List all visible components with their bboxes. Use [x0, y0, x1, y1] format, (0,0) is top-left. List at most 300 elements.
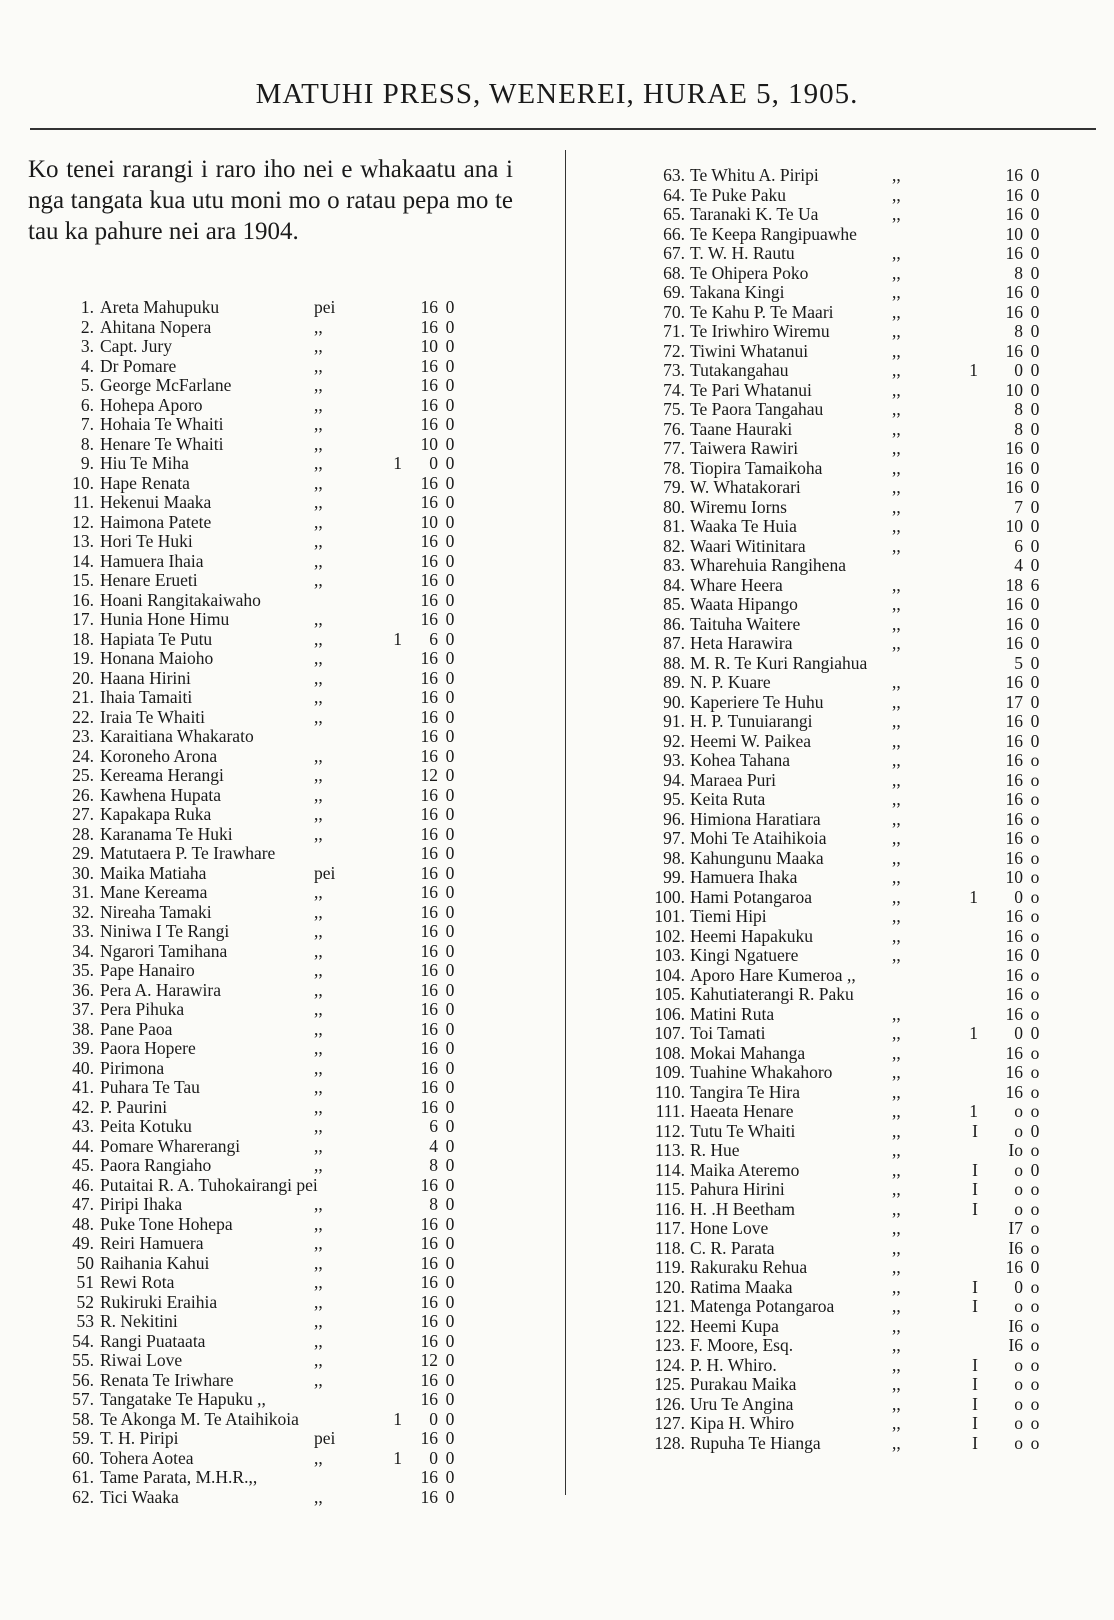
amount-pounds: I — [972, 1179, 978, 1199]
amount-pence: 0 — [1030, 594, 1040, 614]
entry-number: 11. — [72, 492, 94, 512]
list-item — [620, 712, 1070, 732]
list-item — [30, 1117, 490, 1137]
list-item — [30, 766, 490, 786]
amount-pence: 0 — [445, 375, 455, 395]
list-item — [620, 478, 1070, 498]
list-item — [620, 439, 1070, 459]
amount-shillings: 8 — [1014, 262, 1023, 283]
list-item — [620, 225, 1070, 245]
entry-number: 116. — [655, 1198, 685, 1219]
entry-number: 53 — [76, 1311, 94, 1331]
ditto-mark: ,, — [314, 1213, 323, 1234]
amount-pence: o — [1030, 1335, 1040, 1355]
subscriber-name: T. W. H. Rautu — [690, 243, 795, 263]
subscriber-name: Hape Renata — [100, 472, 190, 493]
entry-number: 46. — [72, 1174, 94, 1195]
list-item — [30, 630, 490, 650]
entry-number: 58. — [72, 1408, 94, 1429]
list-item — [30, 922, 490, 942]
amount-pence: o — [1030, 789, 1040, 809]
amount-pence: 0 — [1030, 165, 1040, 185]
amount-shillings: 4 — [429, 1135, 438, 1156]
list-item — [30, 1429, 490, 1449]
ditto-mark: ,, — [892, 1276, 901, 1297]
list-item — [620, 361, 1070, 381]
list-item — [620, 517, 1070, 537]
list-item — [30, 610, 490, 630]
entry-number: 59. — [72, 1428, 94, 1448]
amount-pence: o — [1030, 1276, 1040, 1297]
list-item — [620, 459, 1070, 479]
subscriber-name: Nireaha Tamaki — [100, 901, 212, 922]
subscriber-name: Tutakangahau — [690, 360, 789, 380]
subscriber-name: Hamuera Ihaia — [100, 550, 204, 571]
amount-pence: 0 — [445, 1428, 455, 1448]
ditto-mark: ,, — [892, 1198, 901, 1219]
ditto-mark: ,, — [892, 594, 901, 614]
amount-shillings: 16 — [1005, 906, 1023, 926]
amount-pence: 0 — [1030, 438, 1040, 458]
entry-number: 114. — [655, 1159, 685, 1180]
entry-number: 73. — [663, 360, 685, 380]
entry-number: 52 — [76, 1291, 94, 1312]
amount-pence: 0 — [445, 960, 455, 980]
amount-pence: 0 — [445, 1174, 455, 1195]
amount-pence: o — [1030, 964, 1040, 985]
entry-number: 92. — [663, 730, 685, 751]
subscriber-name: Areta Mahupuku — [100, 297, 220, 317]
ditto-mark: ,, — [314, 1350, 323, 1370]
amount-pence: 0 — [1030, 204, 1040, 224]
ditto-mark: ,, — [314, 355, 323, 376]
list-item — [620, 595, 1070, 615]
entry-number: 69. — [663, 282, 685, 302]
subscriber-name: P. H. Whiro. — [690, 1354, 777, 1375]
amount-shillings: 16 — [420, 940, 438, 961]
subscriber-name: Matini Ruta — [690, 1003, 775, 1024]
subscriber-name: Himiona Haratiara — [690, 808, 821, 829]
ditto-mark: ,, — [892, 1354, 901, 1375]
ditto-mark: ,, — [892, 360, 901, 380]
ditto-mark: ,, — [314, 511, 323, 532]
amount-pence: 0 — [1030, 711, 1040, 731]
amount-pounds: 1 — [969, 1023, 978, 1043]
amount-pence: 0 — [1030, 516, 1040, 536]
amount-shillings: 16 — [420, 1272, 438, 1292]
subscriber-name: Hori Te Huki — [100, 531, 193, 551]
amount-shillings: 8 — [1014, 321, 1023, 341]
amount-pence: 0 — [445, 453, 455, 473]
subscriber-name: Heemi Hapakuku — [690, 925, 813, 946]
page-header: MATUHI PRESS, WENEREI, HURAE 5, 1905. — [255, 78, 859, 110]
ditto-mark: ,, — [892, 750, 901, 770]
entry-number: 102. — [654, 925, 685, 946]
ditto-mark: ,, — [892, 301, 901, 322]
amount-shillings: 16 — [1005, 613, 1023, 634]
amount-pence: 0 — [445, 648, 455, 668]
entry-number: 84. — [663, 574, 685, 595]
ditto-mark: ,, — [892, 1296, 901, 1316]
amount-pounds: I — [972, 1393, 978, 1414]
entry-number: 65. — [663, 204, 685, 224]
amount-pence: 0 — [1030, 399, 1040, 419]
amount-shillings: 16 — [1005, 964, 1023, 985]
list-item — [30, 1390, 490, 1410]
ditto-mark: ,, — [892, 1159, 901, 1180]
ditto-mark: ,, — [892, 711, 901, 731]
entry-number: 96. — [663, 808, 685, 829]
amount-shillings: 16 — [1005, 769, 1023, 790]
subscriber-name: W. Whatakorari — [690, 477, 801, 497]
amount-pence: 0 — [445, 999, 455, 1019]
amount-pounds: I — [972, 1198, 978, 1219]
ditto-mark: ,, — [892, 1413, 901, 1433]
subscriber-name: M. R. Te Kuri Rangiahua — [690, 652, 868, 673]
entry-number: 119. — [655, 1257, 685, 1277]
amount-pounds: 1 — [393, 1447, 402, 1468]
subscriber-name: Kingi Ngatuere — [690, 945, 799, 965]
entry-number: 108. — [654, 1042, 685, 1063]
ditto-mark: ,, — [892, 1081, 901, 1102]
entry-number: 112. — [655, 1120, 685, 1141]
subscriber-name: Kapakapa Ruka — [100, 804, 212, 824]
subscriber-name: Karanama Te Huki — [100, 823, 233, 844]
ditto-mark: ,, — [314, 375, 323, 395]
amount-shillings: 16 — [420, 531, 438, 551]
amount-shillings: 16 — [1005, 1003, 1023, 1024]
amount-pence: 0 — [445, 1408, 455, 1429]
ditto-mark: ,, — [314, 1233, 323, 1253]
subscriber-name: Tohera Aotea — [100, 1447, 194, 1468]
amount-shillings: 16 — [420, 1291, 438, 1312]
list-item — [30, 1137, 490, 1157]
ditto-mark: ,, — [892, 1062, 901, 1082]
ditto-mark: ,, — [892, 1101, 901, 1121]
amount-pence: o — [1030, 1315, 1040, 1336]
subscriber-name: Wiremu Iorns — [690, 496, 787, 517]
list-item — [30, 669, 490, 689]
subscriber-name: Hoani Rangitakaiwaho — [100, 589, 261, 610]
amount-pence: 0 — [445, 355, 455, 376]
amount-pounds: 1 — [393, 628, 402, 649]
entry-number: 56. — [72, 1369, 94, 1390]
ditto-mark: ,, — [314, 1194, 323, 1214]
entry-number: 24. — [72, 745, 94, 766]
ditto-mark: ,, — [892, 1335, 901, 1355]
list-item — [620, 751, 1070, 771]
subscriber-name: Tiwini Whatanui — [690, 340, 809, 361]
subscriber-name: Rupuha Te Hianga — [690, 1432, 821, 1453]
amount-shillings: 16 — [420, 394, 438, 415]
entry-number: 123. — [654, 1335, 685, 1355]
subscriber-name: H. .H Beetham — [690, 1198, 795, 1219]
ditto-mark: ,, — [892, 1218, 901, 1238]
subscriber-name: Kipa H. Whiro — [690, 1413, 795, 1433]
amount-pence: 0 — [445, 706, 455, 727]
amount-shillings: o — [1014, 1120, 1023, 1141]
subscriber-name: Rakuraku Rehua — [690, 1257, 808, 1277]
ditto-mark: ,, — [314, 1057, 323, 1078]
entry-number: 86. — [663, 613, 685, 634]
amount-pence: 0 — [445, 784, 455, 805]
ditto-mark: ,, — [892, 1432, 901, 1453]
ditto-mark: ,, — [314, 1486, 323, 1507]
amount-shillings: 0 — [1014, 360, 1023, 380]
ditto-mark: ,, — [314, 784, 323, 805]
entry-number: 83. — [663, 555, 685, 575]
entry-number: 109. — [654, 1062, 685, 1082]
amount-pence: o — [1030, 1198, 1040, 1219]
list-item — [30, 1371, 490, 1391]
amount-pence: 0 — [445, 1486, 455, 1507]
list-item — [30, 786, 490, 806]
amount-shillings: 16 — [420, 1428, 438, 1448]
list-item — [620, 498, 1070, 518]
entry-number: 36. — [72, 979, 94, 1000]
list-item — [30, 454, 490, 474]
entry-number: 81. — [663, 516, 685, 536]
ditto-mark: ,, — [892, 613, 901, 634]
amount-pence: o — [1030, 1140, 1040, 1160]
entry-number: 101. — [654, 906, 685, 926]
amount-shillings: 16 — [420, 1096, 438, 1117]
subscriber-name: Pera A. Harawira — [100, 979, 221, 1000]
amount-shillings: 16 — [1005, 984, 1023, 1004]
subscriber-name: Matutaera P. Te Irawhare — [100, 843, 276, 863]
subscriber-name: N. P. Kuare — [690, 672, 771, 692]
list-item — [30, 1332, 490, 1352]
ditto-mark: ,, — [892, 1237, 901, 1258]
list-item — [30, 337, 490, 357]
list-item — [620, 1434, 1070, 1454]
subscriber-name: Heta Harawira — [690, 633, 793, 653]
subscriber-name: Puhara Te Tau — [100, 1077, 200, 1097]
amount-pence: 0 — [445, 1116, 455, 1136]
amount-shillings: 16 — [1005, 301, 1023, 322]
amount-shillings: 16 — [420, 1233, 438, 1253]
list-item — [620, 400, 1070, 420]
ditto-mark: ,, — [892, 906, 901, 926]
ditto-mark: ,, — [314, 648, 323, 668]
amount-pence: 0 — [445, 1467, 455, 1487]
amount-shillings: 16 — [1005, 945, 1023, 965]
subscriber-name: Tuahine Whakahoro — [690, 1062, 833, 1082]
subscriber-name: Aporo Hare Kumeroa ,, — [690, 964, 856, 985]
subscriber-name: Kawhena Hupata — [100, 784, 221, 805]
amount-shillings: 16 — [420, 706, 438, 727]
ditto-mark: ,, — [892, 886, 901, 907]
subscriber-name: Taranaki K. Te Ua — [690, 204, 819, 224]
entry-number: 40. — [72, 1057, 94, 1078]
ditto-mark: ,, — [892, 691, 901, 712]
subscriber-name: Piripi Ihaka — [100, 1194, 183, 1214]
list-item — [620, 205, 1070, 225]
amount-pence: 0 — [445, 1135, 455, 1156]
amount-shillings: 16 — [1005, 711, 1023, 731]
list-item — [30, 649, 490, 669]
amount-pence: 0 — [445, 492, 455, 512]
entry-number: 9. — [80, 453, 94, 473]
subscriber-name: Te Paora Tangahau — [690, 399, 824, 419]
subscriber-list-right — [620, 166, 1070, 1453]
amount-pence: 0 — [445, 316, 455, 337]
subscriber-name: Puke Tone Hohepa — [100, 1213, 233, 1234]
list-item — [620, 985, 1070, 1005]
amount-pence: 0 — [445, 1330, 455, 1351]
list-item — [620, 966, 1070, 986]
amount-pence: o — [1030, 1354, 1040, 1375]
subscriber-name: Tame Parata, M.H.R.,, — [100, 1467, 258, 1487]
entry-number: 57. — [72, 1389, 94, 1409]
amount-pounds: I — [972, 1120, 978, 1141]
list-item — [620, 1258, 1070, 1278]
amount-shillings: 16 — [420, 1252, 438, 1273]
amount-pence: o — [1030, 1179, 1040, 1199]
amount-pence: o — [1030, 1081, 1040, 1102]
amount-shillings: 8 — [429, 1155, 438, 1175]
amount-shillings: 16 — [1005, 925, 1023, 946]
entry-number: 118. — [655, 1237, 685, 1258]
ditto-mark: ,, — [314, 336, 323, 356]
entry-number: 90. — [663, 691, 685, 712]
ditto-mark: ,, — [314, 823, 323, 844]
ditto-mark: ,, — [314, 414, 323, 434]
amount-shillings: 18 — [1005, 574, 1023, 595]
amount-shillings: 16 — [420, 843, 438, 863]
ditto-mark: ,, — [892, 418, 901, 439]
ditto-mark: ,, — [314, 550, 323, 571]
entry-number: 99. — [663, 867, 685, 887]
amount-shillings: 16 — [420, 960, 438, 980]
entry-number: 68. — [663, 262, 685, 283]
list-item — [30, 474, 490, 494]
amount-pence: 0 — [445, 745, 455, 766]
ditto-mark: ,, — [892, 204, 901, 224]
ditto-mark: pei — [314, 1428, 336, 1448]
amount-pence: 0 — [1030, 243, 1040, 263]
subscriber-name: Ngarori Tamihana — [100, 940, 228, 961]
ditto-mark: ,, — [314, 1311, 323, 1331]
ditto-mark: ,, — [314, 1291, 323, 1312]
list-item — [620, 829, 1070, 849]
amount-pence: 0 — [1030, 672, 1040, 692]
amount-shillings: 16 — [1005, 789, 1023, 809]
subscriber-name: Te Pari Whatanui — [690, 379, 812, 400]
amount-shillings: 16 — [420, 687, 438, 707]
amount-shillings: o — [1014, 1159, 1023, 1180]
list-item — [620, 1024, 1070, 1044]
list-item — [30, 688, 490, 708]
entry-number: 71. — [663, 321, 685, 341]
list-item — [30, 415, 490, 435]
amount-shillings: 8 — [1014, 399, 1023, 419]
list-item — [30, 883, 490, 903]
list-item — [30, 396, 490, 416]
entry-number: 76. — [663, 418, 685, 439]
amount-shillings: 0 — [1014, 886, 1023, 907]
amount-shillings: 16 — [1005, 1081, 1023, 1102]
ditto-mark: ,, — [314, 1272, 323, 1292]
amount-shillings: o — [1014, 1101, 1023, 1121]
list-item — [620, 381, 1070, 401]
amount-shillings: 10 — [1005, 516, 1023, 536]
amount-shillings: 16 — [1005, 457, 1023, 478]
amount-pence: 0 — [445, 862, 455, 883]
ditto-mark: ,, — [314, 765, 323, 785]
amount-pounds: I — [972, 1413, 978, 1433]
ditto-mark: ,, — [892, 262, 901, 283]
amount-pence: 0 — [445, 901, 455, 922]
ditto-mark: ,, — [892, 730, 901, 751]
amount-shillings: 10 — [420, 511, 438, 532]
subscriber-name: Pera Pihuka — [100, 999, 185, 1019]
subscriber-name: Waaka Te Huia — [690, 516, 797, 536]
amount-pence: o — [1030, 1374, 1040, 1394]
amount-shillings: I6 — [1008, 1315, 1023, 1336]
amount-shillings: 4 — [1014, 555, 1023, 575]
amount-shillings: 16 — [420, 355, 438, 376]
entry-number: 67. — [663, 243, 685, 263]
list-item — [620, 1336, 1070, 1356]
list-item — [620, 537, 1070, 557]
amount-shillings: 16 — [1005, 672, 1023, 692]
list-item — [30, 1156, 490, 1176]
subscriber-name: Waari Witinitara — [690, 535, 806, 556]
amount-pence: o — [1030, 925, 1040, 946]
ditto-mark: ,, — [892, 1179, 901, 1199]
amount-pence: 0 — [1030, 730, 1040, 751]
subscriber-name: Hami Potangaroa — [690, 886, 812, 907]
entry-number: 80. — [663, 496, 685, 517]
entry-number: 113. — [655, 1140, 685, 1160]
list-item — [30, 1351, 490, 1371]
list-item — [620, 888, 1070, 908]
amount-shillings: 16 — [420, 492, 438, 512]
ditto-mark: ,, — [314, 1116, 323, 1136]
column-divider — [565, 150, 566, 1495]
intro-paragraph: Ko tenei rarangi i raro iho nei e whakaatu ana i nga tangata kua utu moni mo o ratau pepa mo te tau ka pahure nei ara 1904. — [28, 156, 513, 245]
entry-number: 47. — [72, 1194, 94, 1214]
amount-pence: 0 — [1030, 1159, 1040, 1180]
list-item — [620, 1239, 1070, 1259]
subscriber-name: Kereama Herangi — [100, 765, 224, 785]
list-item — [30, 1176, 490, 1196]
list-item — [620, 322, 1070, 342]
ditto-mark: ,, — [314, 609, 323, 629]
subscriber-name: Taituha Waitere — [690, 613, 801, 634]
ditto-mark: ,, — [314, 1018, 323, 1039]
ditto-mark: ,, — [314, 1096, 323, 1117]
subscriber-name: Rukiruki Eraihia — [100, 1291, 218, 1312]
entry-number: 37. — [72, 999, 94, 1019]
list-item — [620, 1083, 1070, 1103]
amount-pence: 0 — [445, 921, 455, 941]
amount-pence: 0 — [1030, 379, 1040, 400]
entry-number: 103. — [654, 945, 685, 965]
entry-number: 55. — [72, 1350, 94, 1370]
ditto-mark: ,, — [892, 1315, 901, 1336]
subscriber-name: Haana Hirini — [100, 667, 191, 688]
subscriber-name: Ratima Maaka — [690, 1276, 793, 1297]
amount-pence: 0 — [445, 531, 455, 551]
amount-shillings: 16 — [420, 667, 438, 688]
amount-pence: 0 — [445, 1291, 455, 1312]
amount-pence: o — [1030, 1432, 1040, 1453]
amount-shillings: 16 — [420, 745, 438, 766]
amount-pence: o — [1030, 808, 1040, 829]
amount-shillings: 16 — [420, 414, 438, 434]
